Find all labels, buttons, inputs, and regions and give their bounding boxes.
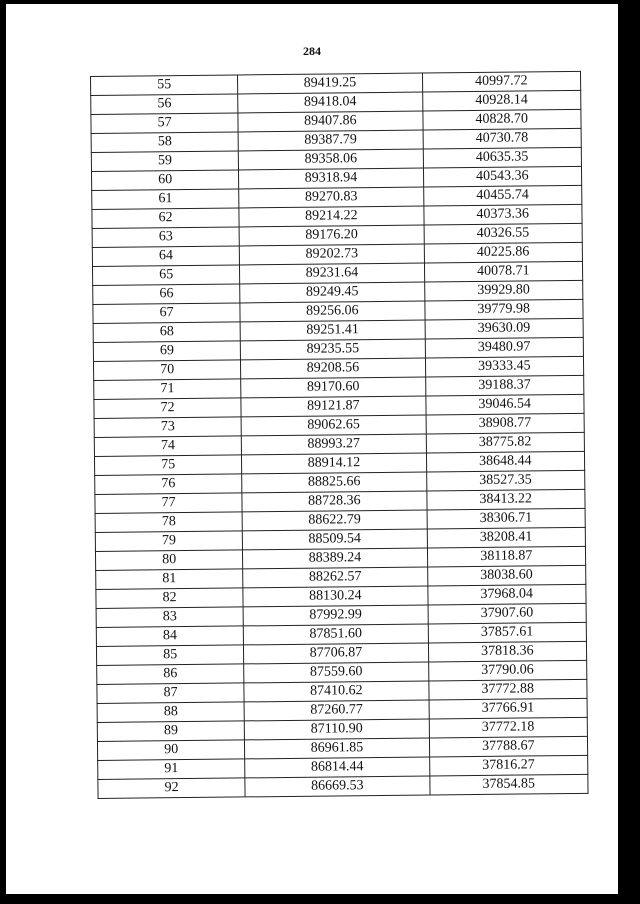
y-coordinate-cell: 40326.55 <box>424 223 583 244</box>
point-number-cell: 82 <box>96 588 243 609</box>
x-coordinate-cell: 88389.24 <box>243 548 427 569</box>
x-coordinate-cell: 88509.54 <box>243 529 427 550</box>
point-number-cell: 69 <box>93 341 240 362</box>
y-coordinate-cell: 40730.78 <box>423 128 582 149</box>
x-coordinate-cell: 89176.20 <box>239 225 423 246</box>
point-number-cell: 71 <box>94 379 241 400</box>
point-number-cell: 68 <box>93 322 240 343</box>
x-coordinate-cell: 89419.25 <box>238 73 422 94</box>
x-coordinate-cell: 87706.87 <box>244 643 428 664</box>
x-coordinate-cell: 86814.44 <box>245 757 429 778</box>
y-coordinate-cell: 40078.71 <box>424 261 583 282</box>
y-coordinate-cell: 39929.80 <box>424 280 583 301</box>
x-coordinate-cell: 89235.55 <box>241 339 425 360</box>
x-coordinate-cell: 89407.86 <box>238 111 422 132</box>
x-coordinate-cell: 89387.79 <box>238 130 422 151</box>
x-coordinate-cell: 89202.73 <box>240 244 424 265</box>
point-number-cell: 91 <box>98 759 245 780</box>
x-coordinate-cell: 88993.27 <box>242 434 426 455</box>
point-number-cell: 77 <box>95 493 242 514</box>
x-coordinate-cell: 88262.57 <box>243 567 427 588</box>
point-number-cell: 73 <box>94 417 241 438</box>
y-coordinate-cell: 40225.86 <box>424 242 583 263</box>
x-coordinate-cell: 87992.99 <box>243 605 427 626</box>
x-coordinate-cell: 86669.53 <box>245 776 429 797</box>
x-coordinate-cell: 89062.65 <box>241 415 425 436</box>
x-coordinate-cell: 87260.77 <box>244 700 428 721</box>
point-number-cell: 57 <box>91 113 238 134</box>
point-number-cell: 63 <box>92 227 239 248</box>
point-number-cell: 85 <box>96 645 243 666</box>
y-coordinate-cell: 37968.04 <box>427 584 586 605</box>
point-number-cell: 58 <box>91 132 238 153</box>
y-coordinate-cell: 37772.88 <box>428 679 587 700</box>
y-coordinate-cell: 37788.67 <box>429 736 588 757</box>
point-number-cell: 87 <box>97 683 244 704</box>
y-coordinate-cell: 38208.41 <box>427 527 586 548</box>
point-number-cell: 78 <box>95 512 242 533</box>
document-page <box>6 4 618 894</box>
point-number-cell: 55 <box>91 75 238 96</box>
y-coordinate-cell: 38118.87 <box>427 546 586 567</box>
table-body <box>91 71 589 798</box>
point-number-cell: 92 <box>98 778 245 799</box>
page-number: 284 <box>303 44 321 58</box>
point-number-cell: 79 <box>95 531 242 552</box>
y-coordinate-cell: 39630.09 <box>425 318 584 339</box>
point-number-cell: 60 <box>92 170 239 191</box>
x-coordinate-cell: 88728.36 <box>242 491 426 512</box>
x-coordinate-cell: 89214.22 <box>239 206 423 227</box>
point-number-cell: 59 <box>91 151 238 172</box>
y-coordinate-cell: 37818.36 <box>428 641 587 662</box>
y-coordinate-cell: 37854.85 <box>429 774 588 795</box>
x-coordinate-cell: 87110.90 <box>245 719 429 740</box>
x-coordinate-cell: 89256.06 <box>240 301 424 322</box>
x-coordinate-cell: 87559.60 <box>244 662 428 683</box>
y-coordinate-cell: 39333.45 <box>425 356 584 377</box>
y-coordinate-cell: 40543.36 <box>423 166 582 187</box>
point-number-cell: 75 <box>94 455 241 476</box>
point-number-cell: 66 <box>93 284 240 305</box>
point-number-cell: 89 <box>97 721 244 742</box>
point-number-cell: 88 <box>97 702 244 723</box>
y-coordinate-cell: 37907.60 <box>428 603 587 624</box>
y-coordinate-cell: 38306.71 <box>427 508 586 529</box>
point-number-cell: 70 <box>93 360 240 381</box>
y-coordinate-cell: 37857.61 <box>428 622 587 643</box>
coordinate-table <box>90 71 589 799</box>
point-number-cell: 83 <box>96 607 243 628</box>
point-number-cell: 80 <box>95 550 242 571</box>
point-number-cell: 62 <box>92 208 239 229</box>
point-number-cell: 90 <box>97 740 244 761</box>
y-coordinate-cell: 39779.98 <box>424 299 583 320</box>
y-coordinate-cell: 40828.70 <box>422 109 581 130</box>
y-coordinate-cell: 38527.35 <box>426 470 585 491</box>
y-coordinate-cell: 38908.77 <box>426 413 585 434</box>
x-coordinate-cell: 89249.45 <box>240 282 424 303</box>
x-coordinate-cell: 87851.60 <box>244 624 428 645</box>
y-coordinate-cell: 40997.72 <box>422 71 581 92</box>
x-coordinate-cell: 89170.60 <box>241 377 425 398</box>
x-coordinate-cell: 88914.12 <box>242 453 426 474</box>
y-coordinate-cell: 38413.22 <box>426 489 585 510</box>
y-coordinate-cell: 40635.35 <box>423 147 582 168</box>
point-number-cell: 67 <box>93 303 240 324</box>
x-coordinate-cell: 89418.04 <box>238 92 422 113</box>
y-coordinate-cell: 38038.60 <box>427 565 586 586</box>
x-coordinate-cell: 89318.94 <box>239 168 423 189</box>
y-coordinate-cell: 37790.06 <box>428 660 587 681</box>
y-coordinate-cell: 38775.82 <box>426 432 585 453</box>
x-coordinate-cell: 89208.56 <box>241 358 425 379</box>
point-number-cell: 84 <box>96 626 243 647</box>
y-coordinate-cell: 40455.74 <box>423 185 582 206</box>
x-coordinate-cell: 89251.41 <box>240 320 424 341</box>
point-number-cell: 65 <box>92 265 239 286</box>
point-number-cell: 61 <box>92 189 239 210</box>
x-coordinate-cell: 88622.79 <box>242 510 426 531</box>
point-number-cell: 86 <box>97 664 244 685</box>
y-coordinate-cell: 39046.54 <box>425 394 584 415</box>
x-coordinate-cell: 87410.62 <box>244 681 428 702</box>
x-coordinate-cell: 89270.83 <box>239 187 423 208</box>
y-coordinate-cell: 37766.91 <box>429 698 588 719</box>
x-coordinate-cell: 88825.66 <box>242 472 426 493</box>
y-coordinate-cell: 37816.27 <box>429 755 588 776</box>
y-coordinate-cell: 37772.18 <box>429 717 588 738</box>
point-number-cell: 56 <box>91 94 238 115</box>
x-coordinate-cell: 89121.87 <box>241 396 425 417</box>
x-coordinate-cell: 89358.06 <box>239 149 423 170</box>
y-coordinate-cell: 39188.37 <box>425 375 584 396</box>
y-coordinate-cell: 40373.36 <box>423 204 582 225</box>
point-number-cell: 72 <box>94 398 241 419</box>
x-coordinate-cell: 88130.24 <box>243 586 427 607</box>
y-coordinate-cell: 38648.44 <box>426 451 585 472</box>
point-number-cell: 74 <box>94 436 241 457</box>
point-number-cell: 64 <box>92 246 239 267</box>
x-coordinate-cell: 86961.85 <box>245 738 429 759</box>
y-coordinate-cell: 40928.14 <box>422 90 581 111</box>
point-number-cell: 76 <box>95 474 242 495</box>
y-coordinate-cell: 39480.97 <box>425 337 584 358</box>
point-number-cell: 81 <box>96 569 243 590</box>
x-coordinate-cell: 89231.64 <box>240 263 424 284</box>
